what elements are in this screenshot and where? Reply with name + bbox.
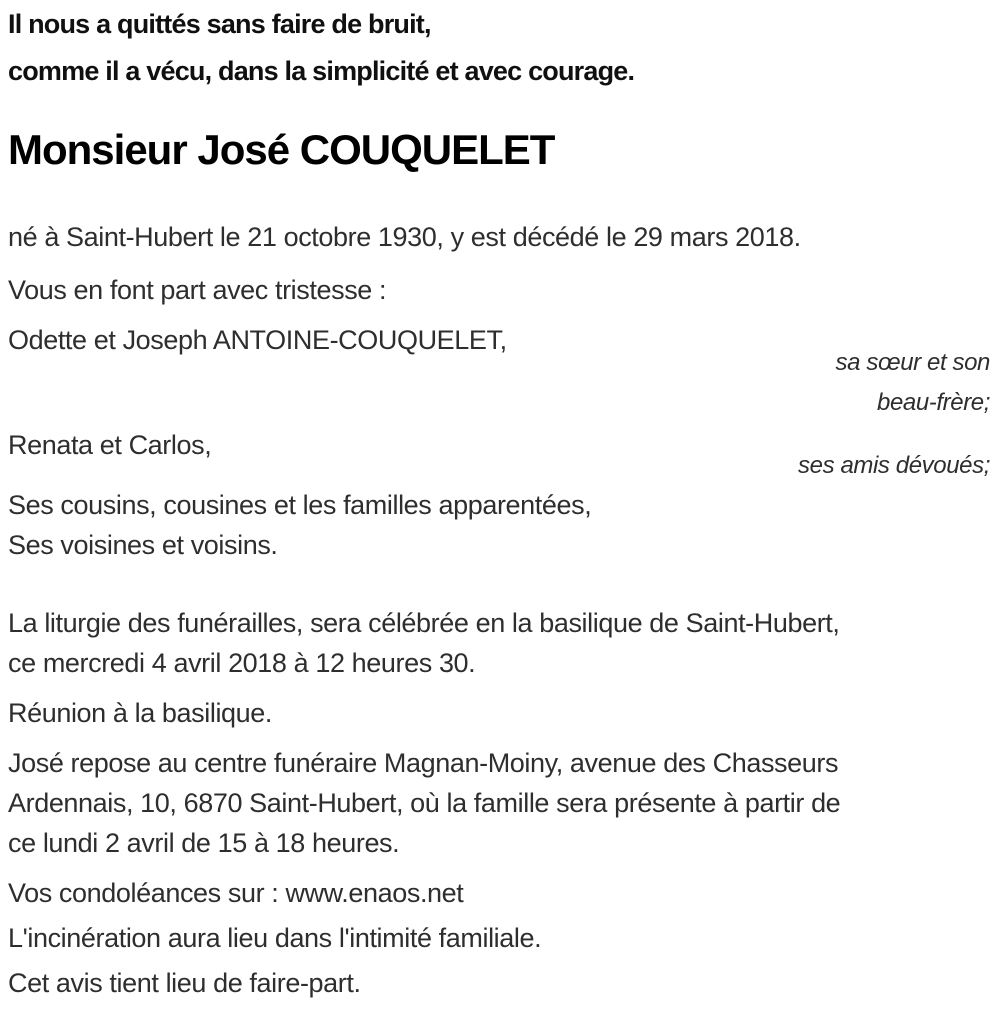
- deceased-name-title: Monsieur José COUQUELET: [8, 126, 555, 173]
- condolences-info: Vos condoléances sur : www.enaos.net: [8, 878, 464, 908]
- mourner-relation-sister: [8, 343, 990, 423]
- liturgy-line: La liturgie des funérailles, sera célébrée en la basilique de Saint-Hubert,: [8, 608, 840, 638]
- mourner-cousins: Ses cousins, cousines et les familles apparentées,: [8, 490, 592, 520]
- repose-paragraph: [8, 743, 990, 863]
- closing-statement: Cet avis tient lieu de faire-part.: [8, 968, 361, 998]
- mourner-neighbors: Ses voisines et voisins.: [8, 530, 278, 560]
- life-summary: né à Saint-Hubert le 21 octobre 1930, y est décédé le 29 mars 2018.: [8, 222, 801, 252]
- repose-line: ce lundi 2 avril de 15 à 18 heures.: [8, 828, 400, 858]
- liturgy-line: ce mercredi 4 avril 2018 à 12 heures 30.: [8, 648, 476, 678]
- relation-line: beau-frère;: [877, 389, 990, 416]
- epigraph-line-2: comme il a vécu, dans la simplicité et avec courage.: [8, 56, 635, 86]
- epigraph-line-1: Il nous a quittés sans faire de bruit,: [8, 9, 431, 39]
- liturgy-paragraph: [8, 603, 990, 683]
- mourner-names-renata-carlos: Renata et Carlos,: [8, 430, 212, 460]
- mourner-names-antoine-couquelet: Odette et Joseph ANTOINE-COUQUELET,: [8, 325, 507, 355]
- relation-line: sa sœur et son: [835, 349, 990, 376]
- announcement-intro: Vous en font part avec tristesse :: [8, 275, 387, 305]
- mourner-relation-friends: ses amis dévoués;: [798, 452, 990, 479]
- cremation-info: L'incinération aura lieu dans l'intimité familiale.: [8, 923, 542, 953]
- meeting-info: Réunion à la basilique.: [8, 698, 272, 728]
- repose-line: José repose au centre funéraire Magnan-Moiny, avenue des Chasseurs: [8, 748, 839, 778]
- repose-line: Ardennais, 10, 6870 Saint-Hubert, où la famille sera présente à partir de: [8, 788, 841, 818]
